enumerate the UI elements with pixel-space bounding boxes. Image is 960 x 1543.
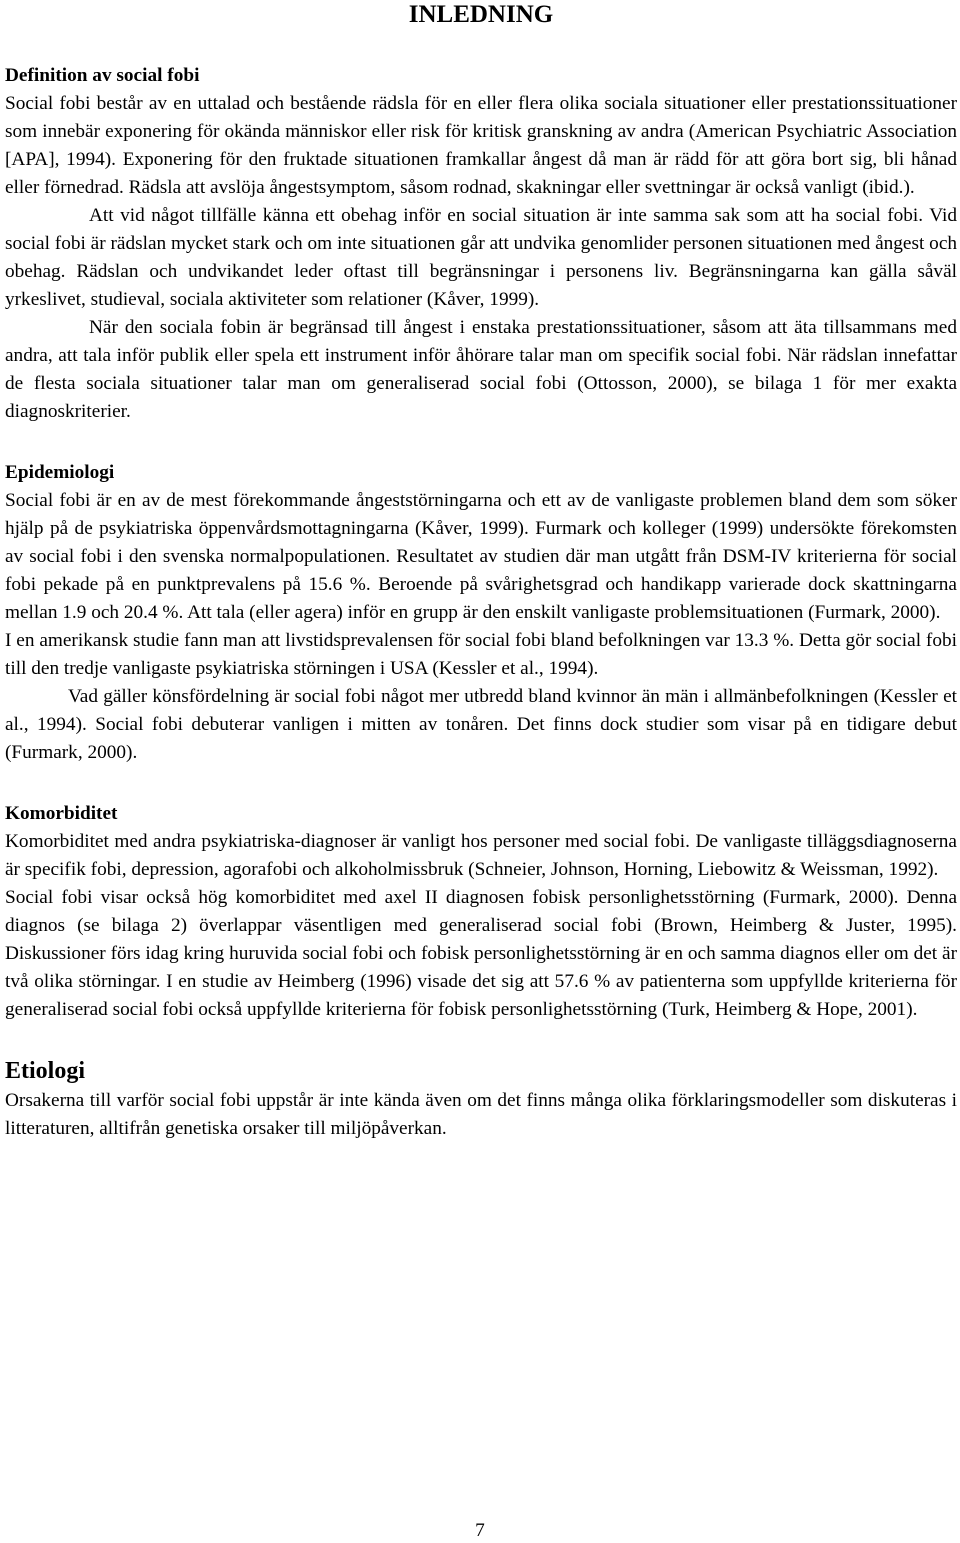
section-comorbidity [5, 800, 957, 1024]
paragraph-etiology-1: Orsakerna till varför social fobi uppstår är inte kända även om det finns många olika förklaringsmodeller som diskuteras i litteraturen, alltifrån genetiska orsaker till miljöpåverkan. [5, 1090, 957, 1139]
paragraph-comorbidity-1: Komorbiditet med andra psykiatriska-diagnoser är vanligt hos personer med social fobi. De vanligaste tilläggsdiagnoserna är specifik fobi, depression, agorafobi och alkoholmissbruk (Schneier, Johnson, Horning, Liebowitz & Weissman, 1992). [5, 831, 957, 880]
section-epidemiology [5, 459, 957, 767]
heading-epidemiology: Epidemiologi [5, 462, 115, 483]
paragraph-definition-2: Att vid något tillfälle känna ett obehag inför en social situation är inte samma sak som att ha social fobi. Vid social fobi är rädslan mycket stark och om inte situationen går att undvika genomlider personen situationen med ångest och obehag. Rädslan och undvikandet leder oftast till begränsningar i personens liv. Begränsningarna kan gälla såväl yrkeslivet, studieval, sociala aktiviteter som relationer (Kåver, 1999). [5, 205, 958, 310]
paragraph-epidemiology-1: Social fobi är en av de mest förekommande ångeststörningarna och ett av de vanligaste problemen bland dem som söker hjälp på de psykiatriska öppenvårdsmottagningarna (Kåver, 1999). Furmark och kolleger (1999) undersökte förekomsten av social fobi i den svenska normalpopulationen. Resultatet av studien där man utgått från DSM-IV kriterierna för social fobi pekade på en punktprevalens på 15.6 %. Beroende på svårighetsgrad och handikapp varierade dock skattningarna mellan 1.9 och 20.4 %. Att tala (eller agera) inför en grupp är den enskilt vanligaste problemsituationen (Furmark, 2000). [5, 490, 957, 623]
paragraph-epidemiology-2: I en amerikansk studie fann man att livstidsprevalensen för social fobi bland befolkningen var 13.3 %. Detta gör social fobi till den tredje vanligaste psykiatriska störningen i USA (Kessler et al., 1994). [5, 630, 957, 679]
paragraph-epidemiology-3: Vad gäller könsfördelning är social fobi något mer utbredd bland kvinnor än män i allmänbefolkningen (Kessler et al., 1994). Social fobi debuterar vanligen i mitten av tonåren. Det finns dock studier som visar på en tidigare debut (Furmark, 2000). [5, 686, 957, 763]
section-definition [5, 62, 957, 426]
heading-comorbidity: Komorbiditet [5, 803, 118, 824]
document-page [5, 0, 957, 1143]
paragraph-definition-1: Social fobi består av en uttalad och bestående rädsla för en eller flera olika sociala situationer eller prestationssituationer som innebär exponering för okända människor eller risk för kritisk granskning av andra (American Psychiatric Association [APA], 1994). Exponering för den fruktade situationen framkallar ångest då man är rädd för att göra bort sig, bli hånad eller förnedrad. Rädsla att avslöja ångestsymptom, såsom rodnad, skakningar eller svettningar är också vanligt (ibid.). [5, 93, 957, 198]
heading-etiology: Etiologi [5, 1058, 86, 1084]
paragraph-comorbidity-2: Social fobi visar också hög komorbiditet med axel II diagnosen fobisk personlighetsstörning (Furmark, 2000). Denna diagnos (se bilaga 2) överlappar väsentligen med generaliserad social fobi (Brown, Heimberg & Juster, 1995). Diskussioner förs idag kring huruvida social fobi och fobisk personlighetsstörning är en och samma diagnos eller om det är två olika störningar. I en studie av Heimberg (1996) visade det sig att 57.6 % av patienterna som uppfyllde kriterierna för generaliserad social fobi också uppfyllde kriterierna för fobisk personlighetsstörning (Turk, Heimberg & Hope, 2001). [5, 887, 957, 1020]
page-number: 7 [475, 1520, 485, 1541]
page-title: INLEDNING [408, 1, 554, 28]
section-etiology [5, 1055, 957, 1143]
paragraph-definition-3: När den sociala fobin är begränsad till ångest i enstaka prestationssituationer, såsom att äta tillsammans med andra, att tala inför publik eller spela ett instrument inför åhörare talar man om specifik social fobi. När rädslan innefattar de flesta sociala situationer talar man om generaliserad social fobi (Ottosson, 2000), se bilaga 1 för mer exakta diagnoskriterier. [5, 317, 957, 422]
heading-definition: Definition av social fobi [5, 65, 200, 86]
